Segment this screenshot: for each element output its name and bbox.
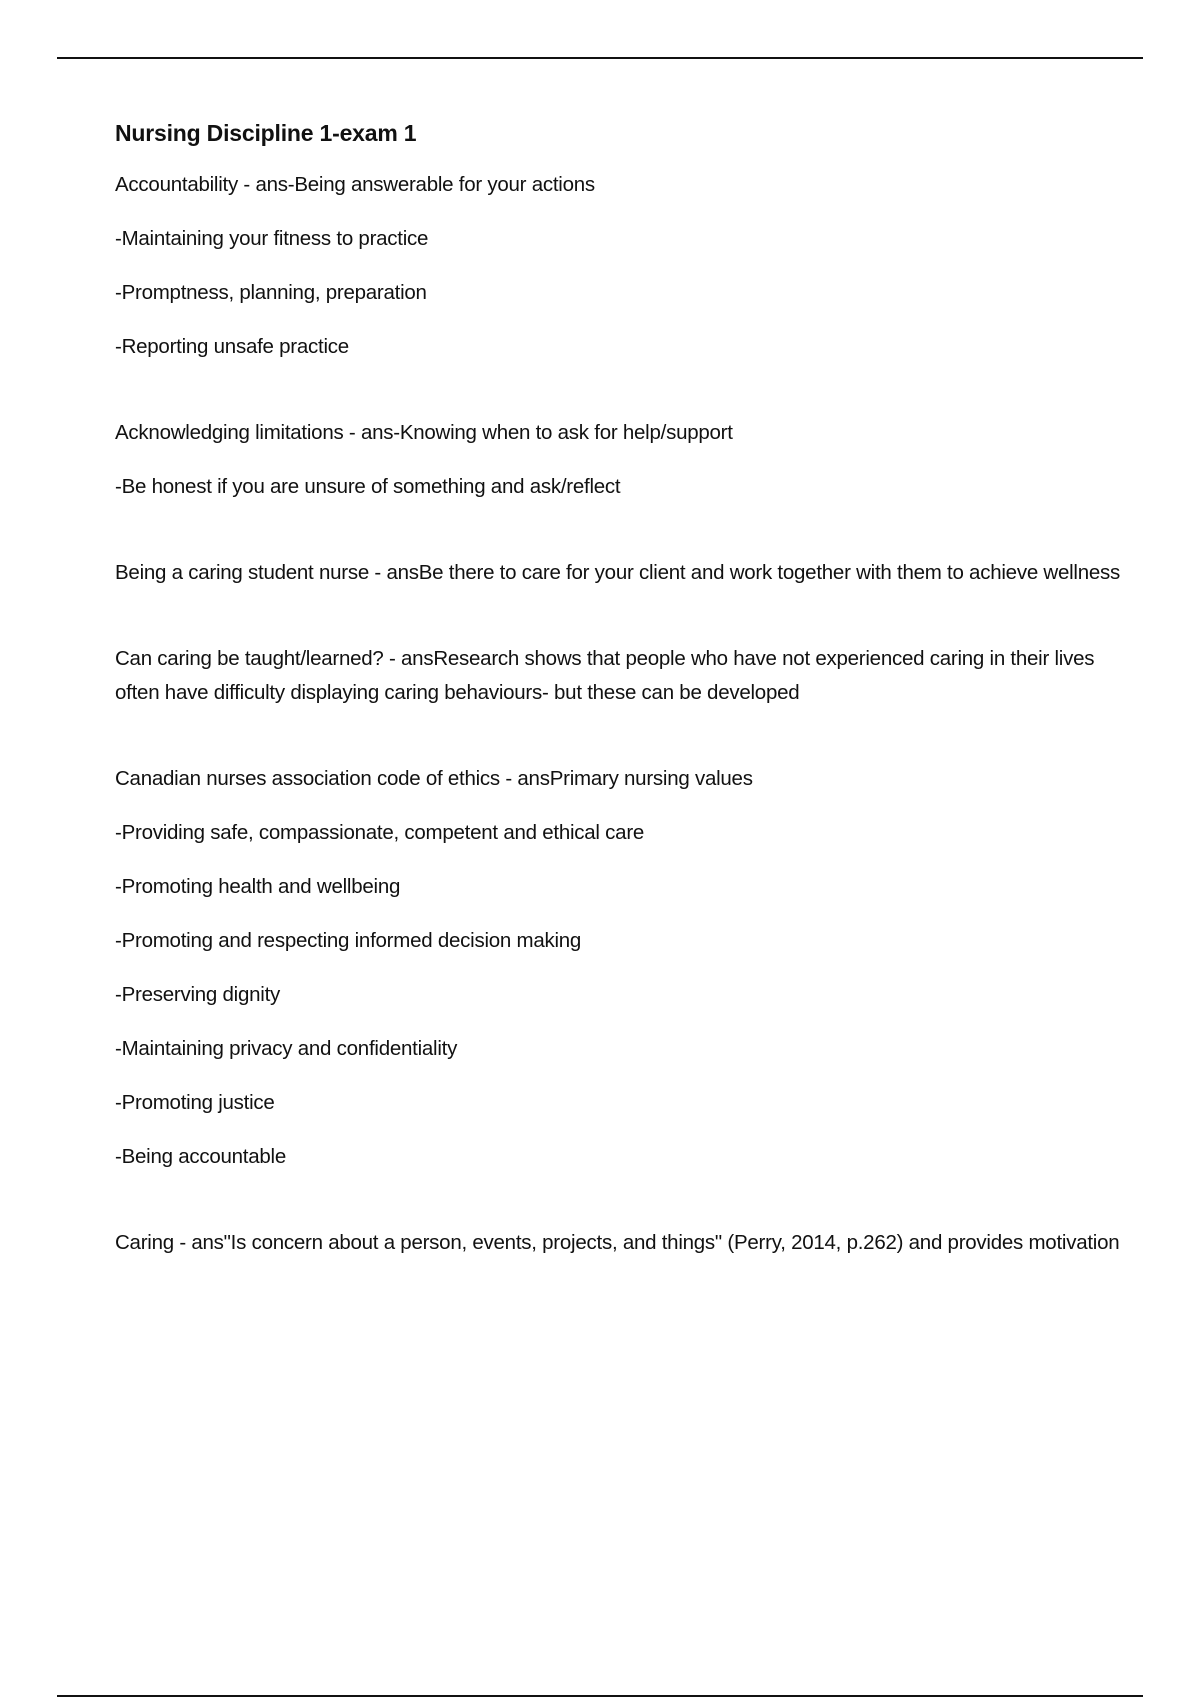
entry-text: -Be honest if you are unsure of something and ask/reflect (115, 475, 621, 498)
entry-text: -Being accountable (115, 1145, 287, 1168)
entry-text: -Reporting unsafe practice (115, 335, 349, 358)
entry-text: -Promoting justice (115, 1091, 275, 1114)
entry-caring-student-nurse (115, 556, 1125, 590)
entry-text: Accountability - ans-Being answerable for your actions (115, 173, 595, 196)
entry-text: Can caring be taught/learned? - ansResearch shows that people who have not experienced caring in their lives often have difficulty displaying caring behaviours- but these can be developed (115, 647, 1095, 704)
entry-caring (115, 1226, 1125, 1260)
entry-text: -Promptness, planning, preparation (115, 281, 427, 304)
entry-text: Canadian nurses association code of ethics - ansPrimary nursing values (115, 767, 753, 790)
header-rule (57, 57, 1143, 59)
entry-text: Being a caring student nurse - ansBe there to care for your client and work together with them to achieve wellness (115, 561, 1121, 584)
entry-text: -Promoting and respecting informed decision making (115, 929, 582, 952)
document-body (115, 112, 1125, 1312)
entry-text: -Maintaining your fitness to practice (115, 227, 429, 250)
entry-text: -Promoting health and wellbeing (115, 875, 401, 898)
entry-text: -Preserving dignity (115, 983, 281, 1006)
entry-text: -Maintaining privacy and confidentiality (115, 1037, 458, 1060)
entry-caring-taught (115, 642, 1125, 710)
entry-text: Caring - ans"Is concern about a person, events, projects, and things" (Perry, 2014, p.262) and provides motivation (115, 1231, 1120, 1254)
entry-acknowledging-limitations (115, 416, 1125, 504)
entry-text: -Providing safe, compassionate, competent and ethical care (115, 821, 645, 844)
document-title: Nursing Discipline 1-exam 1 (115, 120, 417, 146)
entry-text: Acknowledging limitations - ans-Knowing when to ask for help/support (115, 421, 733, 444)
entry-code-of-ethics (115, 762, 1125, 1174)
footer-rule (57, 1695, 1143, 1697)
entry-accountability (115, 168, 1125, 364)
